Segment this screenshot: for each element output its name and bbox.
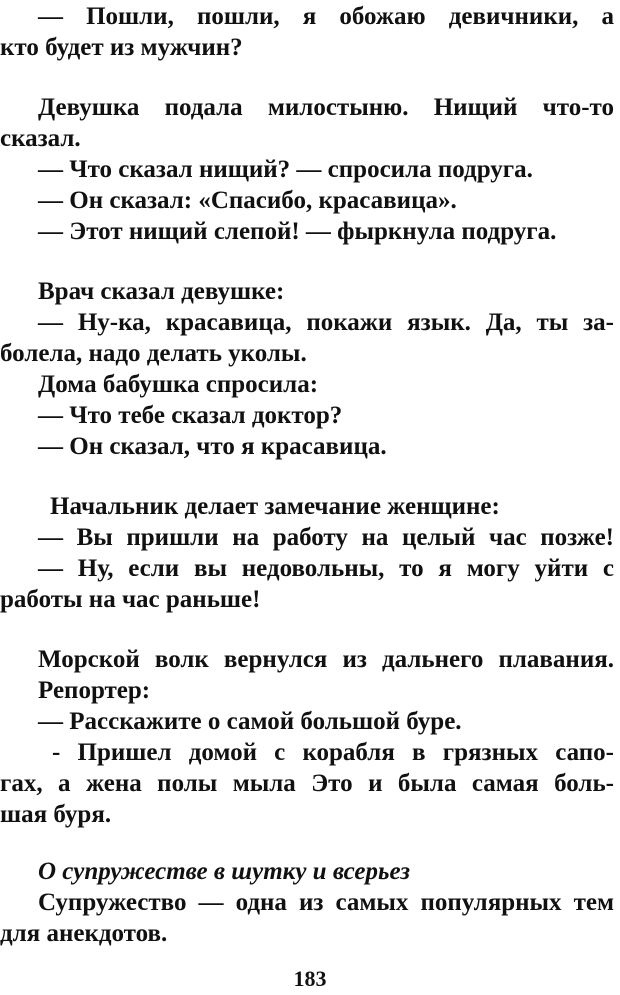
text-line: Начальник делает замечание женщине: bbox=[50, 493, 500, 520]
text-line: кто будет из мужчин? bbox=[0, 34, 243, 61]
text-line: — Он сказал: «Спасибо, красавица». bbox=[38, 187, 457, 214]
text-line: — Ну, если вы недовольны, то я могу уйти с bbox=[38, 555, 614, 582]
text-line: Морской волк вернулся из дальнего плавания. bbox=[38, 646, 614, 673]
text-line: — Он сказал, что я красавица. bbox=[38, 433, 387, 460]
text-line: болела, надо делать уколы. bbox=[0, 340, 307, 367]
text-line: — Ну-ка, красавица, покажи язык. Да, ты за- bbox=[38, 309, 614, 336]
page-number: 183 bbox=[293, 966, 327, 991]
text-line: Девушка подала милостыню. Нищий что-то bbox=[38, 94, 614, 121]
text-line: — Этот нищий слепой! — фыркнула подруга. bbox=[38, 218, 557, 245]
text-line: Врач сказал девушке: bbox=[38, 278, 285, 305]
text-line: сказал. bbox=[0, 125, 81, 152]
text-line: Дома бабушка спросила: bbox=[38, 371, 319, 398]
text-line: — Что тебе сказал доктор? bbox=[38, 402, 343, 429]
text-line: — Расскажите о самой большой буре. bbox=[38, 708, 462, 735]
text-line: Репортер: bbox=[38, 677, 151, 704]
text-line: - Пришел домой с корабля в грязных сапо- bbox=[52, 739, 614, 766]
text-line: гах, а жена полы мыла Это и была самая боль- bbox=[0, 770, 614, 797]
text-line: — Пошли, пошли, я обожаю девичники, а bbox=[38, 3, 614, 30]
text-line: для анекдотов. bbox=[0, 920, 168, 947]
text-line: шая буря. bbox=[0, 801, 112, 828]
section-heading: О супружестве в шутку и всерьез bbox=[38, 858, 410, 885]
text-line: — Что сказал нищий? — спросила подруга. bbox=[38, 156, 533, 183]
text-line: — Вы пришли на работу на целый час позже! bbox=[38, 524, 614, 551]
text-line: Супружество — одна из самых популярных тем bbox=[38, 889, 614, 916]
text-line: работы на час раньше! bbox=[0, 586, 261, 613]
